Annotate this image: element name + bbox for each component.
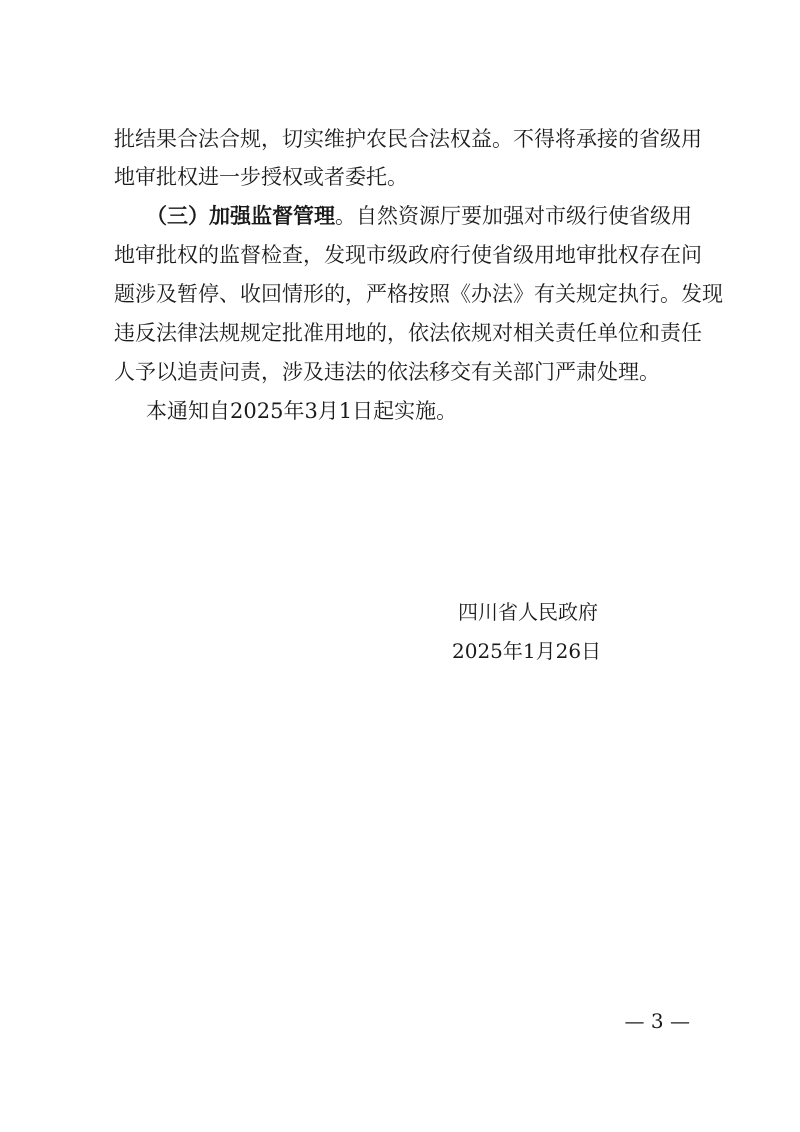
- body-text-line: 地审批权进一步授权或者委托。: [114, 165, 408, 189]
- body-text-line: 地审批权的监督检查，发现市级政府行使省级用地审批权存在问: [114, 243, 702, 267]
- body-text-line: [146, 202, 692, 230]
- body-text-span: 。自然资源厅要加强对市级行使省级用: [335, 204, 692, 228]
- body-text-line: 违反法律法规规定批准用地的，依法依规对相关责任单位和责任: [114, 321, 702, 345]
- body-text-line: 批结果合法合规，切实维护农民合法权益。不得将承接的省级用: [114, 127, 702, 151]
- issuer-name: 四川省人民政府: [458, 600, 598, 624]
- issue-date: 2025年1月26日: [452, 639, 602, 663]
- body-text-line: 题涉及暂停、收回情形的，严格按照《办法》有关规定执行。发现: [114, 282, 723, 306]
- body-text-line: 人予以追责问责，涉及违法的依法移交有关部门严肃处理。: [114, 360, 660, 384]
- section-heading: （三）加强监督管理: [146, 203, 335, 228]
- page-number: — 3 —: [624, 1009, 690, 1033]
- body-text-line: 本通知自2025年3月1日起实施。: [146, 399, 458, 423]
